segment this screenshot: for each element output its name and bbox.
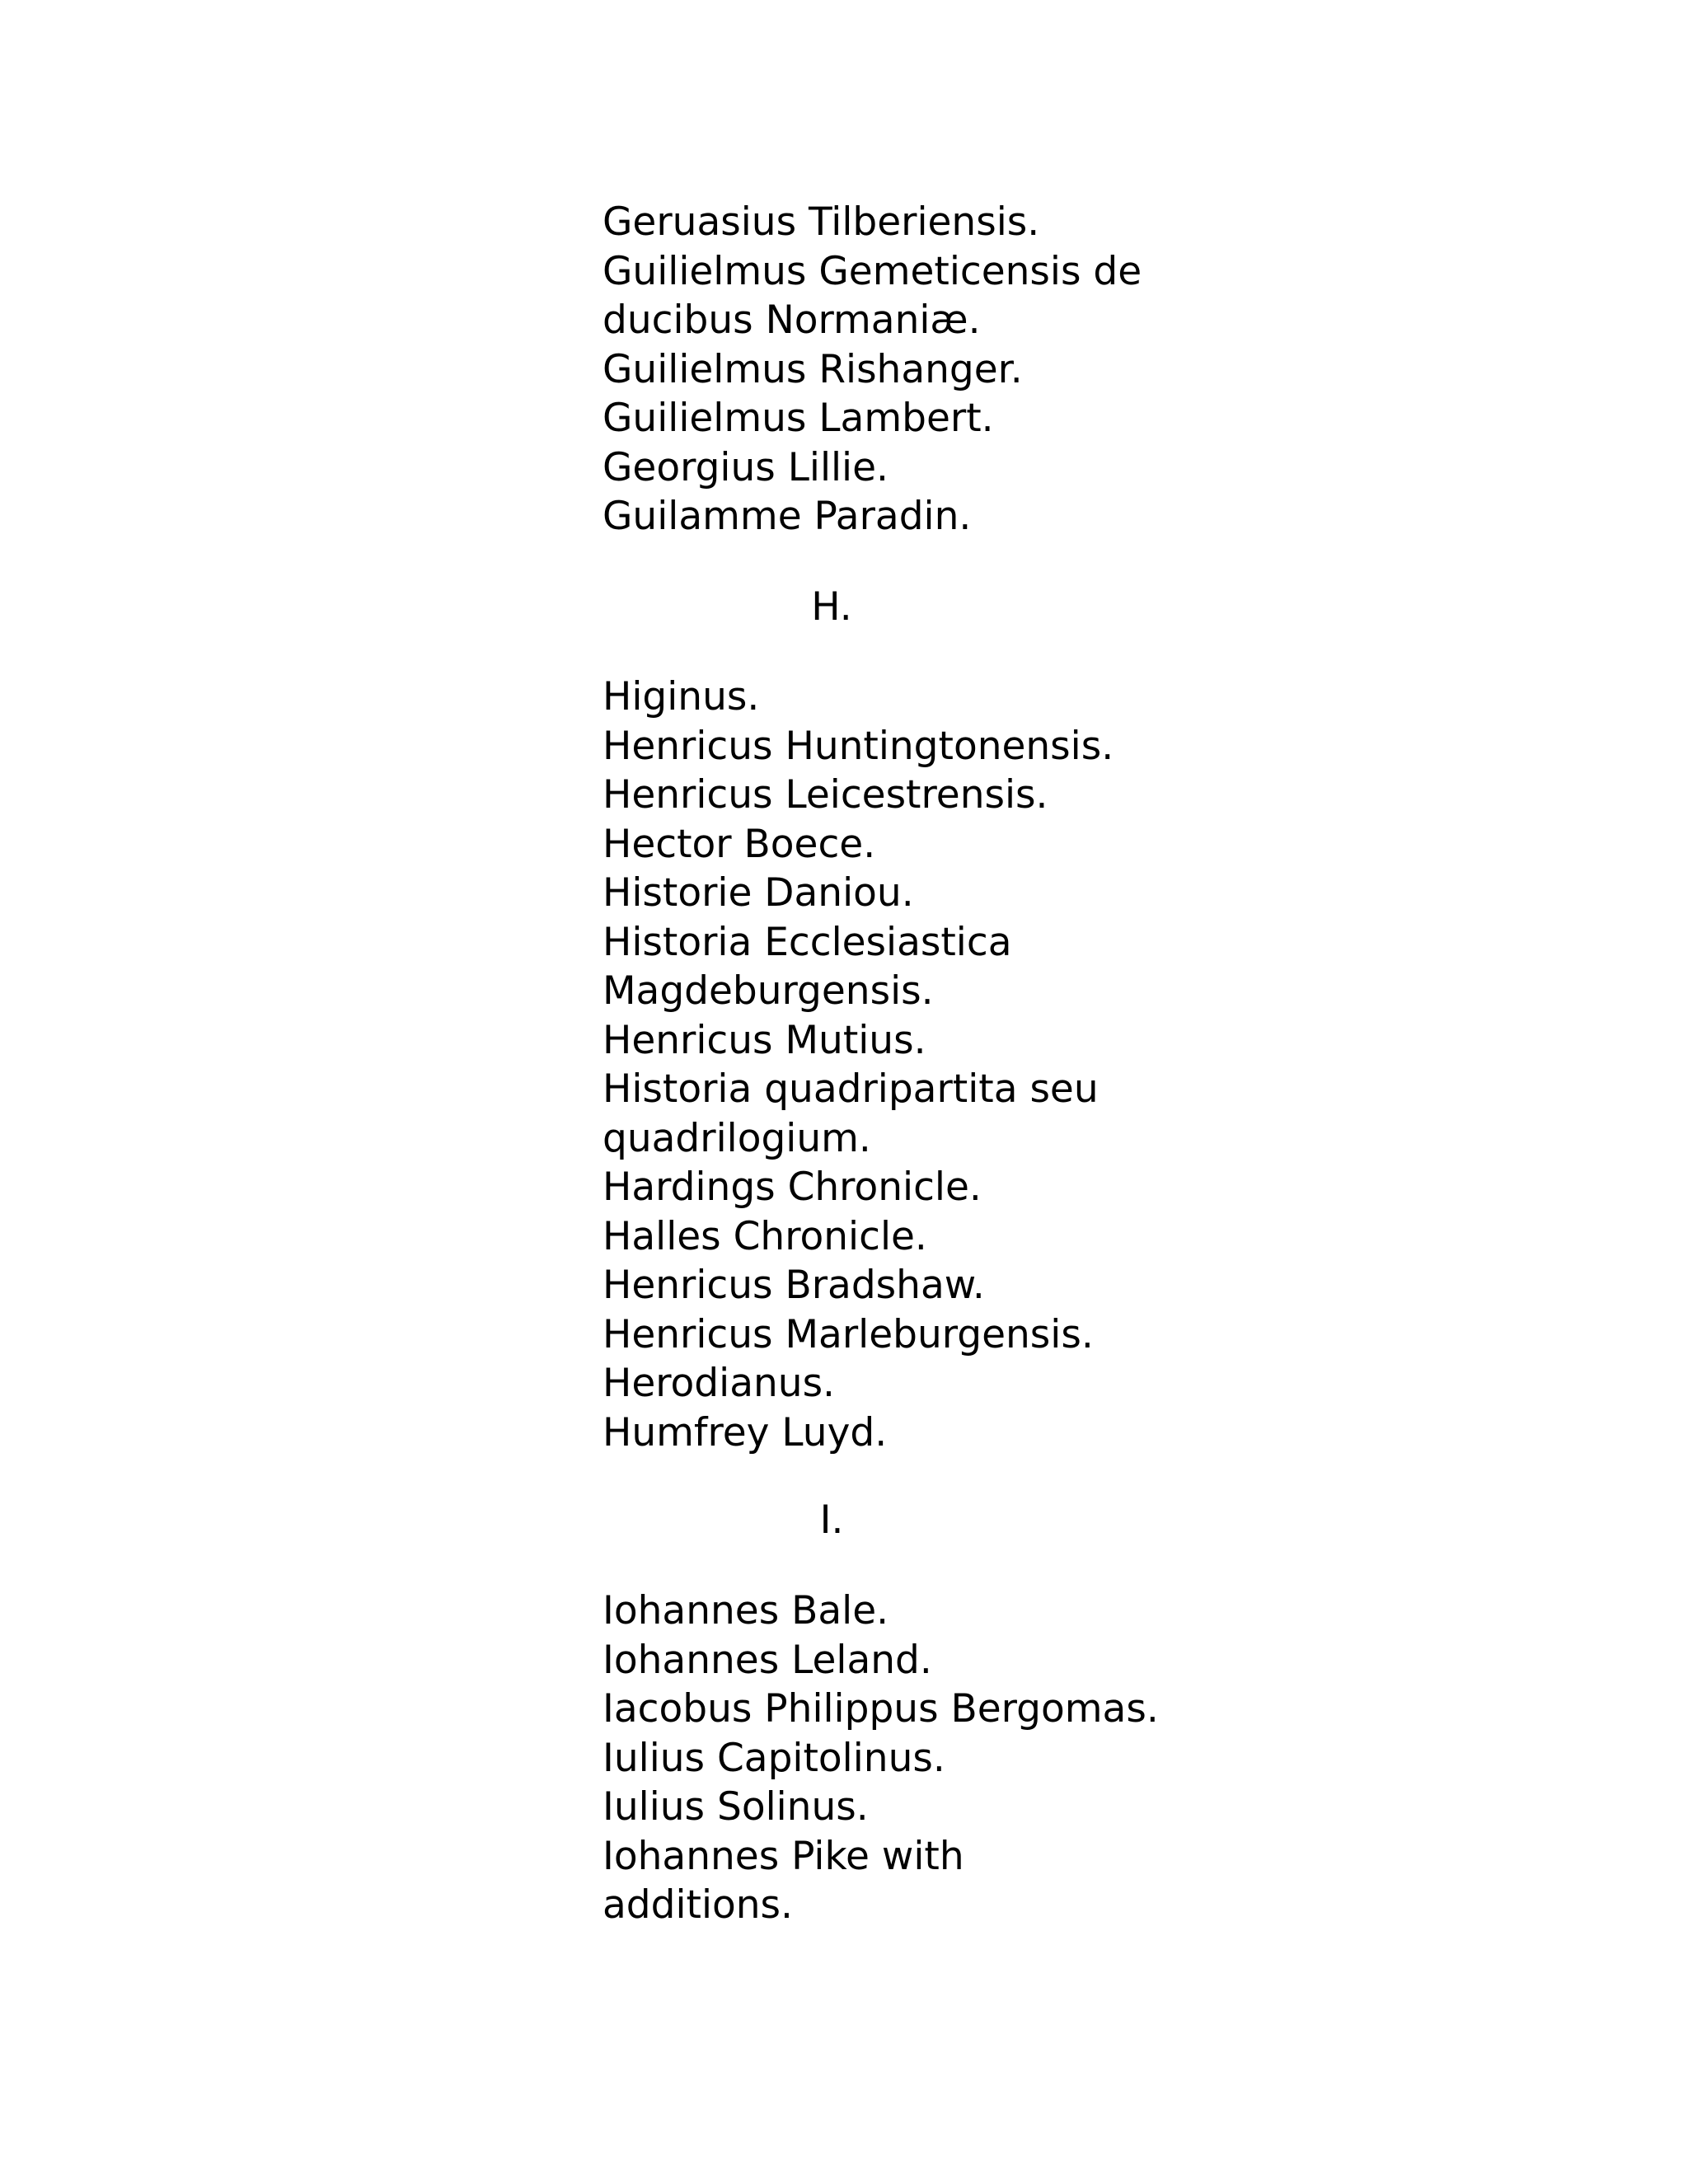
list-item: Humfrey Luyd. [603, 1409, 888, 1455]
section-h [603, 673, 1196, 1457]
list-item: Iohannes Leland. [603, 1637, 932, 1683]
list-item: ducibus Normaniæ. [603, 298, 981, 343]
list-item: Guilamme Paradin. [603, 494, 972, 539]
list-item: Iohannes Pike with [603, 1833, 964, 1879]
list-item: Iohannes Bale. [603, 1588, 889, 1633]
list-item: Georgius Lillie. [603, 444, 889, 490]
list-item: Henricus Mutius. [603, 1017, 926, 1063]
list-item: quadrilogium. [603, 1115, 871, 1161]
list-item: Magdeburgensis. [603, 968, 934, 1014]
list-item: Historie Daniou. [603, 870, 914, 916]
list-item: Guilielmus Rishanger. [603, 346, 1023, 392]
list-item: Halles Chronicle. [603, 1213, 927, 1259]
list-item: Henricus Bradshaw. [603, 1263, 985, 1308]
section-heading-i: I. [819, 1497, 844, 1543]
list-item: Henricus Leicestrensis. [603, 772, 1048, 818]
list-item: Iulius Capitolinus. [603, 1735, 945, 1781]
list-item: Henricus Marleburgensis. [603, 1311, 1094, 1357]
list-item: additions. [603, 1882, 793, 1928]
section-i [603, 1586, 1196, 1930]
list-item: Higinus. [603, 674, 760, 719]
list-item: Iulius Solinus. [603, 1784, 869, 1830]
list-item: Hector Boece. [603, 821, 876, 867]
section-g [603, 198, 1196, 541]
list-item: Hardings Chronicle. [603, 1165, 982, 1210]
list-item: Henricus Huntingtonensis. [603, 723, 1114, 769]
section-heading-h: H. [811, 584, 852, 630]
list-item: Guilielmus Lambert. [603, 396, 994, 441]
list-item: Herodianus. [603, 1361, 835, 1406]
list-item: Historia Ecclesiastica [603, 919, 1012, 965]
list-item: Historia quadripartita seu [603, 1066, 1099, 1112]
list-item: Geruasius Tilberiensis. [603, 199, 1040, 245]
list-item: Iacobus Philippus Bergomas. [603, 1686, 1159, 1732]
list-item: Guilielmus Gemeticensis de [603, 248, 1142, 294]
